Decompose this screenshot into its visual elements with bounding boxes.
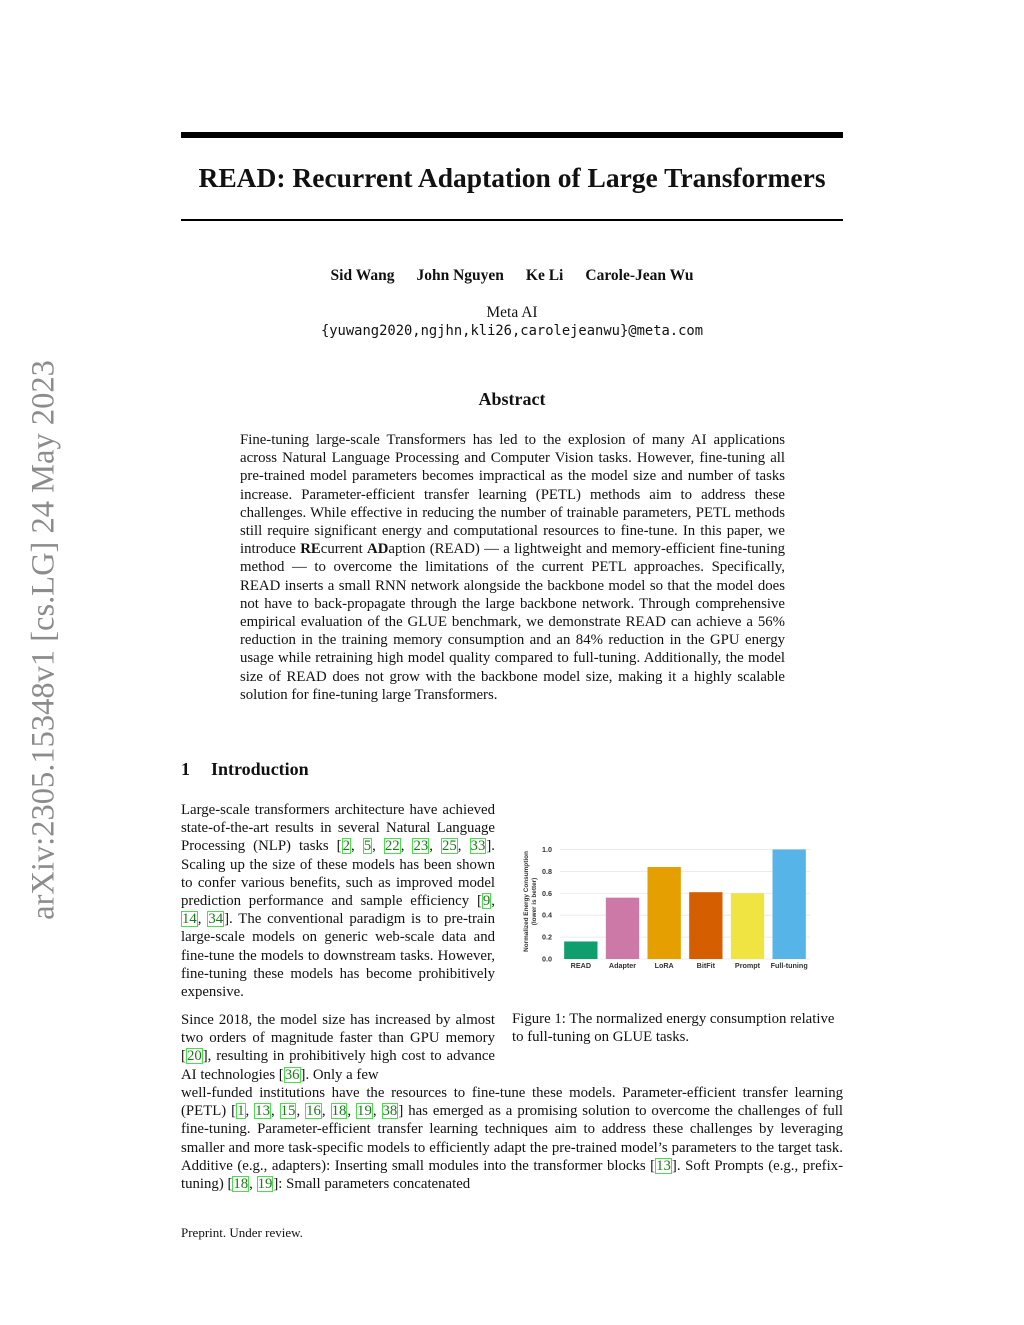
x-tick-label: Full-tuning (770, 961, 808, 970)
citation-link[interactable]: 18 (331, 1103, 347, 1120)
author-emails: {yuwang2020,ngjhn,kli26,carolejeanwu}@meta.com (320, 323, 704, 339)
bar-adapter (606, 898, 639, 959)
arxiv-identifier: arXiv:2305.15348v1 [cs.LG] 24 May 2023 (25, 360, 62, 920)
citation-link[interactable]: 34 (208, 911, 224, 928)
bar-lora (648, 867, 681, 959)
section-heading (181, 759, 309, 780)
author-name: Sid Wang (330, 267, 395, 284)
y-tick-label: 0.8 (542, 866, 552, 876)
figure-caption: Figure 1: The normalized energy consumption relative to full-tuning on GLUE tasks. (512, 1011, 835, 1046)
intro-paragraph-2: Since 2018, the model size has increased by almost two orders of magnitude faster than GPU memory [20], resulting in prohibitively high cost to advance AI technologies [36]. Only a few (181, 1012, 495, 1083)
citation-link[interactable]: 5 (363, 838, 372, 855)
citation-link[interactable]: 18 (233, 1176, 249, 1193)
y-tick-label: 0.2 (542, 932, 552, 942)
bar-prompt (731, 893, 764, 959)
y-tick-label: 0.6 (542, 888, 552, 898)
affiliation: Meta AI (486, 304, 538, 321)
x-tick-label: BitFit (696, 961, 716, 970)
y-tick-label: 0.4 (542, 910, 552, 920)
x-tick-label: READ (570, 961, 592, 970)
citation-link[interactable]: 23 (413, 838, 429, 855)
y-tick-label: 1.0 (542, 844, 552, 854)
citation-link[interactable]: 19 (257, 1176, 273, 1193)
abstract-body: Fine-tuning large-scale Transformers has led to the explosion of many AI applications across Natural Language Processing and Computer Vision tasks. However, fine-tuning all pre-trained model parameters becomes impractical as the model size and number of tasks increase. Parameter-efficient transfer learning (PETL) methods aim to address these challenges. While effective in reducing the number of trainable parameters, PETL methods still require significant energy and computational resources to fine-tune. In this paper, we introduce REcurrent ADaption (READ) — a lightweight and memory-efficient fine-tuning method — to overcome the limitations of the current PETL approaches. Specifically, READ inserts a small RNN network alongside the backbone model so that the model does not have to back-propagate through the large backbone network. Through comprehensive empirical evaluation of the GLUE benchmark, we demonstrate READ can achieve a 56% reduction in the training memory consumption and an 84% reduction in the GPU energy usage while retraining high model quality compared to full-tuning. Additionally, the model size of READ does not grow with the backbone model size, making it a highly scalable solution for fine-tuning large Transformers. (240, 432, 785, 703)
citation-link[interactable]: 9 (482, 893, 491, 910)
intro-paragraph-3: well-funded institutions have the resources to fine-tune these models. Parameter-efficient transfer learning (PETL) [1, 13, 15, 16, 18, 19, 38] has emerged as a promising solution to overcome the challenges of full fine-tuning. Parameter-efficient transfer learning techniques aim to address these challenges by leveraging smaller and more task-specific models to efficiently adapt the pre-trained model’s parameters to the target task. Additive (e.g., adapters): Inserting small modules into the transformer blocks [13]. Soft Prompts (e.g., prefix-tuning) [18, 19]: Small parameters concatenated (181, 1085, 844, 1193)
paper-title: READ: Recurrent Adaptation of Large Transformers (198, 162, 826, 193)
author-name: Ke Li (525, 267, 564, 284)
x-tick-label: LoRA (654, 961, 674, 970)
citation-link[interactable]: 1 (237, 1103, 245, 1120)
energy-bar-chart (518, 838, 818, 972)
citation-link[interactable]: 16 (306, 1103, 321, 1120)
bar-full-tuning (773, 849, 806, 959)
bar-bitfit (689, 892, 722, 959)
x-tick-label: Prompt (734, 961, 761, 970)
bar-read (564, 941, 597, 959)
citation-link[interactable]: 19 (357, 1103, 372, 1120)
section-title: Introduction (211, 759, 309, 779)
title-bottom-rule (181, 219, 843, 221)
citation-link[interactable]: 13 (255, 1103, 270, 1120)
section-number: 1 (181, 759, 190, 779)
citation-link[interactable]: 20 (186, 1048, 202, 1065)
citation-link[interactable]: 14 (182, 911, 197, 928)
author-name: John Nguyen (416, 267, 504, 284)
y-axis-label: Normalized Energy Consumption (523, 851, 530, 952)
citation-link[interactable]: 2 (342, 838, 350, 855)
citation-link[interactable]: 22 (384, 838, 400, 855)
intro-paragraph-1: Large-scale transformers architecture have achieved state-of-the-art results in several Natural Language Processing (NLP) tasks [2, 5, 22, 23, 25, 33]. Scaling up the size of these models has been shown to confer various benefits, such as improved model prediction performance and sample efficiency [9, 14, 34]. The conventional paradigm is to pre-train large-scale models on generic web-scale data and fine-tune the models to downstream tasks. However, fine-tuning these models has become prohibitively expensive. (181, 802, 495, 1001)
y-tick-label: 0.0 (542, 954, 552, 964)
y-axis-label: (lower is better) (531, 877, 538, 926)
abstract-heading: Abstract (478, 389, 546, 409)
author-name: Carole-Jean Wu (585, 267, 694, 284)
author-list (181, 267, 843, 285)
x-tick-label: Adapter (608, 961, 637, 970)
citation-link[interactable]: 15 (280, 1103, 296, 1120)
citation-link[interactable]: 38 (382, 1103, 398, 1120)
citation-link[interactable]: 36 (284, 1066, 300, 1083)
citation-link[interactable]: 33 (470, 838, 486, 855)
citation-link[interactable]: 13 (656, 1157, 671, 1174)
page-footer: Preprint. Under review. (181, 1225, 303, 1240)
title-top-rule (181, 132, 843, 138)
citation-link[interactable]: 25 (442, 838, 457, 855)
